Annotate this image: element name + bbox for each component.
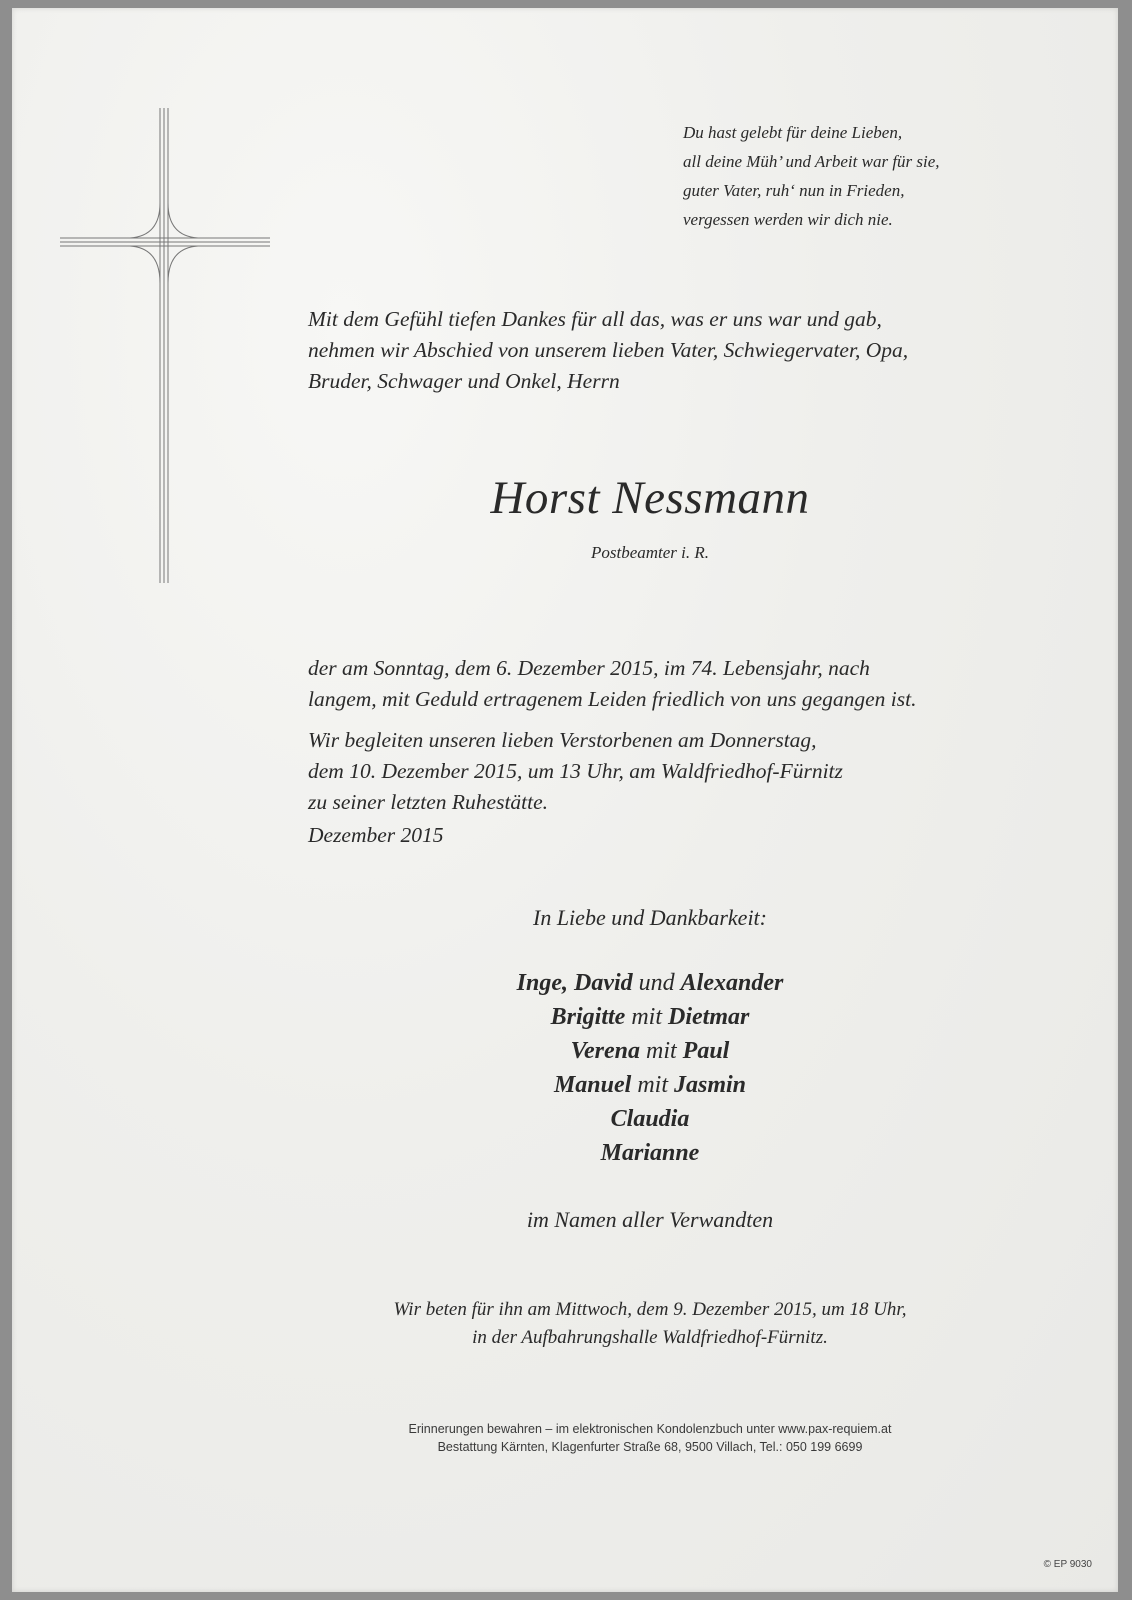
- poem: [683, 118, 1013, 234]
- intro-line: Bruder, Schwager und Onkel, Herrn: [308, 369, 620, 393]
- deceased-name: Horst Nessmann: [490, 472, 810, 524]
- family-name: Brigitte: [550, 1004, 626, 1030]
- family-list: [312, 966, 988, 1170]
- family-line: [312, 1034, 988, 1068]
- prayer-line: in der Aufbahrungshalle Waldfriedhof-Fürnitz.: [472, 1327, 828, 1348]
- family-line: [312, 966, 988, 1000]
- death-paragraph: [308, 653, 1048, 715]
- family-joiner: und: [638, 970, 675, 996]
- family-joiner: mit: [631, 1004, 662, 1030]
- burial-line: dem 10. Dezember 2015, um 13 Uhr, am Waldfriedhof-Fürnitz: [308, 759, 843, 783]
- death-line: langem, mit Geduld ertragenem Leiden friedlich von uns gegangen ist.: [308, 687, 917, 711]
- family-name: Verena: [570, 1038, 640, 1064]
- burial-line: Wir begleiten unseren lieben Verstorbenen am Donnerstag,: [308, 728, 817, 752]
- family-line: [312, 1000, 988, 1034]
- family-name: Alexander: [680, 970, 784, 996]
- deceased-title: Postbeamter i. R.: [590, 543, 710, 562]
- footer-address-line: Bestattung Kärnten, Klagenfurter Straße 68, 9500 Villach, Tel.: 050 199 6699: [437, 1440, 863, 1454]
- family-name: Claudia: [610, 1106, 690, 1132]
- relatives-line: im Namen aller Verwandten: [526, 1207, 774, 1232]
- obituary-page: [12, 8, 1118, 1592]
- burial-paragraph: [308, 725, 1048, 818]
- intro-line: nehmen wir Abschied von unserem lieben Vater, Schwiegervater, Opa,: [308, 338, 909, 362]
- template-code: © EP 9030: [1043, 1559, 1092, 1570]
- family-name: Manuel: [553, 1072, 632, 1098]
- family-joiner: mit: [645, 1038, 677, 1064]
- family-joiner: mit: [637, 1072, 668, 1098]
- family-name: Jasmin: [674, 1072, 747, 1098]
- prayer-paragraph: [312, 1296, 988, 1352]
- intro-line: Mit dem Gefühl tiefen Dankes für all das, was er uns war und gab,: [308, 307, 882, 331]
- poem-line: Du hast gelebt für deine Lieben,: [683, 123, 903, 142]
- poem-line: all deine Müh’ und Arbeit war für sie,: [683, 152, 940, 171]
- family-name: Dietmar: [668, 1004, 750, 1030]
- death-line: der am Sonntag, dem 6. Dezember 2015, im 74. Lebensjahr, nach: [308, 656, 870, 680]
- family-line: [312, 1102, 988, 1136]
- family-name: Inge, David: [516, 970, 633, 996]
- poem-line: guter Vater, ruh‘ nun in Frieden,: [683, 181, 905, 200]
- burial-line: zu seiner letzten Ruhestätte.: [308, 790, 549, 814]
- notice-date: Dezember 2015: [308, 823, 444, 847]
- cross-icon: [12, 8, 312, 608]
- poem-line: vergessen werden wir dich nie.: [683, 210, 893, 229]
- thanks-heading: In Liebe und Dankbarkeit:: [533, 905, 767, 930]
- family-name: Paul: [682, 1038, 730, 1064]
- family-name: Marianne: [600, 1140, 700, 1166]
- family-line: [312, 1136, 988, 1170]
- footer-condolence-line: Erinnerungen bewahren – im elektronischen Kondolenzbuch unter www.pax-requiem.at: [408, 1422, 892, 1436]
- footer: [312, 1420, 988, 1456]
- prayer-line: Wir beten für ihn am Mittwoch, dem 9. Dezember 2015, um 18 Uhr,: [393, 1299, 907, 1320]
- family-line: [312, 1068, 988, 1102]
- intro-paragraph: [308, 304, 1048, 397]
